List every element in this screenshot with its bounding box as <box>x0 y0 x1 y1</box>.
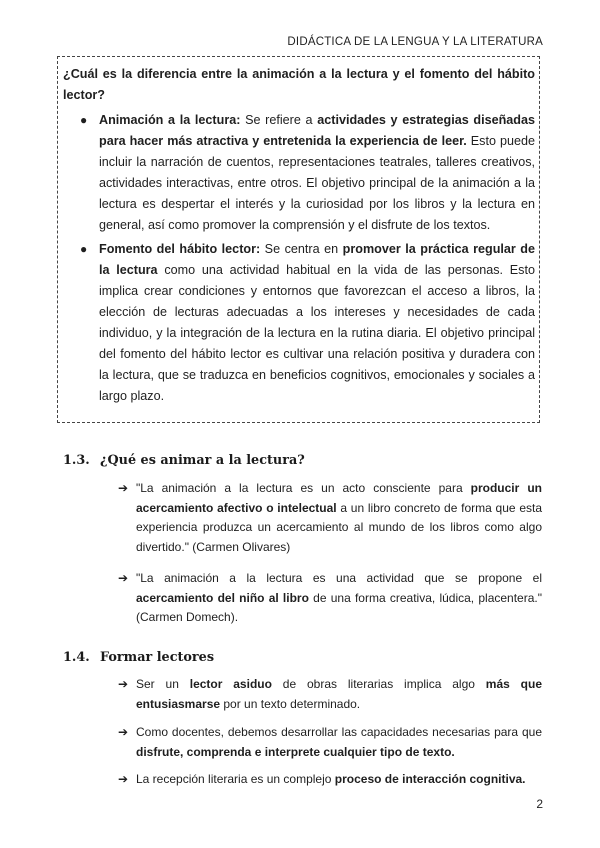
question-box <box>57 56 540 423</box>
arrow-right-icon: ➔ <box>118 677 129 691</box>
item-text: como una actividad habitual en la vida de las personas. Esto implica crear condiciones y entornos que favorezcan el acceso a libros, la elección de lecturas adecuadas a los intereses y necesidades de cada individuo, y la integración de la lectura en la rutina diaria. El objetivo principal del fomento del hábito lector es cultivar una relación positiva y duradera con la lectura, que se traduzca en beneficios cognitivos, emocionales y sociales a largo plazo. <box>99 263 535 403</box>
section-number: 1.3. <box>63 453 90 468</box>
arrow-item <box>118 479 542 557</box>
section-title: ¿Qué es animar a la lectura? <box>100 453 305 468</box>
section-title: Formar lectores <box>100 650 215 665</box>
arrow-right-icon: ➔ <box>118 725 129 739</box>
item-emphasis: proceso de interacción cognitiva. <box>334 772 526 786</box>
list-item <box>63 239 535 407</box>
section-heading <box>63 453 305 468</box>
item-text: de obras literarias implica algo <box>271 677 486 691</box>
arrow-right-icon: ➔ <box>118 772 129 786</box>
item-emphasis: actividades y estrategias diseñadas para hacer más atractiva y entretenida la experiencia de leer. <box>99 113 535 148</box>
item-emphasis: disfrute, comprenda e interprete cualquier tipo de texto. <box>136 744 455 759</box>
arrow-item <box>118 675 542 714</box>
arrow-right-icon: ➔ <box>118 481 129 495</box>
answer-list <box>63 110 535 407</box>
arrow-right-icon: ➔ <box>118 571 129 585</box>
item-emphasis: más que entusiasmarse <box>136 677 542 711</box>
item-text: "La animación a la lectura es una actividad que se propone el <box>136 571 542 585</box>
running-header: DIDÁCTICA DE LA LENGUA Y LA LITERATURA <box>287 36 543 48</box>
arrow-item <box>118 569 542 628</box>
item-emphasis: acercamiento del niño al libro <box>136 590 309 605</box>
item-text: Se refiere a <box>240 113 318 127</box>
item-text: a un libro concreto de forma que esta experiencia produzca un acercamiento al mundo de los libros como algo divertido." (Carmen Olivares) <box>136 500 542 554</box>
item-text: Como docentes, debemos desarrollar las capacidades necesarias para que <box>136 725 542 739</box>
item-text: Se centra en <box>260 242 343 256</box>
page-number: 2 <box>536 797 543 811</box>
item-emphasis: producir un acercamiento afectivo o intelectual <box>136 481 542 515</box>
question-heading: ¿Cuál es la diferencia entre la animación a la lectura y el fomento del hábito lector? <box>63 67 535 102</box>
item-emphasis: promover la práctica regular de la lectura <box>99 242 535 277</box>
list-item <box>63 110 535 236</box>
item-emphasis: lector asiduo <box>189 677 272 691</box>
bullet-dot-icon: ● <box>80 113 88 127</box>
term-label: Fomento del hábito lector: <box>99 242 261 256</box>
arrow-item <box>118 723 542 762</box>
section-number: 1.4. <box>63 650 90 665</box>
item-text: de una forma creativa, lúdica, placentera." (Carmen Domech). <box>136 590 542 624</box>
item-text: "La animación a la lectura es un acto consciente para <box>136 481 471 495</box>
bullet-dot-icon: ● <box>80 242 88 256</box>
section-heading <box>63 650 214 665</box>
item-text: La recepción literaria es un complejo <box>136 772 335 786</box>
item-text: Ser un <box>136 677 190 691</box>
arrow-item <box>118 770 542 790</box>
item-text: Esto puede incluir la narración de cuentos, representaciones teatrales, talleres creativos, actividades interactivas, entre otros. El objetivo principal de la animación a la lectura es despertar el interés y la curiosidad por los libros y la lectura en general, así como promover la comprensión y el disfrute de los textos. <box>99 134 535 232</box>
term-label: Animación a la lectura: <box>99 113 241 127</box>
item-text: por un texto determinado. <box>220 696 361 711</box>
